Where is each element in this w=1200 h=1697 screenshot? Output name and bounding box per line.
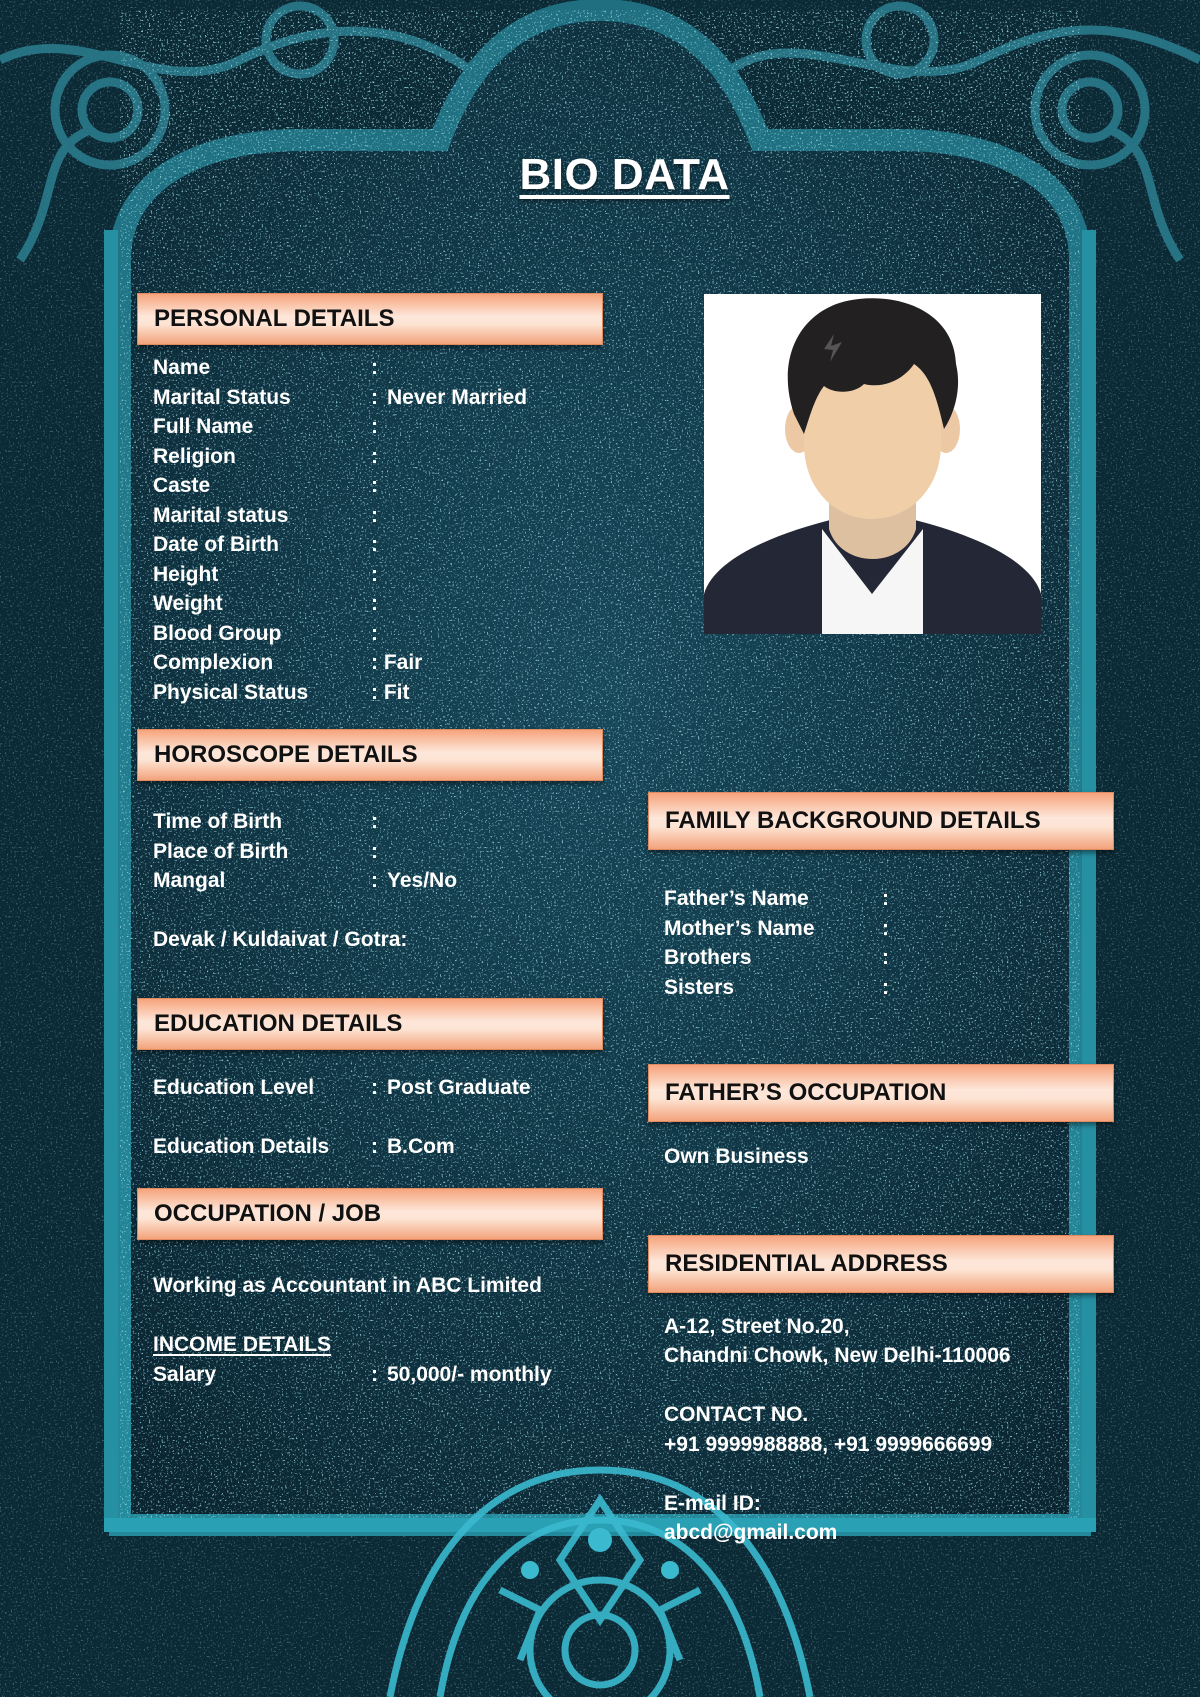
detail-colon: : [371, 503, 378, 527]
detail-label: Salary [153, 1363, 217, 1386]
detail-value: 50,000/- monthly [387, 1363, 552, 1386]
education-details-header: EDUCATION DETAILS [137, 998, 603, 1050]
detail-colon: : [371, 839, 378, 863]
detail-colon: : [371, 444, 378, 468]
detail-label: Height [153, 562, 219, 586]
detail-label: Mother’s Name [664, 916, 815, 940]
detail-value: Never Married [387, 385, 528, 409]
detail-label: Father’s Name [664, 887, 809, 910]
detail-label: Blood Group [153, 621, 282, 645]
address-line-1: A-12, Street No.20, [664, 1315, 850, 1338]
detail-label: Date of Birth [153, 533, 279, 556]
detail-row [664, 973, 898, 1003]
detail-row [153, 807, 457, 837]
detail-row [153, 501, 527, 531]
contact-label: CONTACT NO. [664, 1403, 809, 1426]
detail-colon: : [882, 916, 889, 940]
detail-colon-value: : Fit [371, 680, 410, 704]
address-line-2: Chandni Chowk, New Delhi-110006 [664, 1344, 1011, 1367]
detail-row [153, 1132, 531, 1162]
gotra-label: Devak / Kuldaivat / Gotra: [153, 928, 408, 951]
detail-colon: : [882, 887, 889, 910]
personal-details-list [153, 353, 527, 707]
detail-label: Physical Status [153, 680, 309, 704]
detail-colon: : [371, 415, 378, 438]
detail-label: Complexion [153, 651, 274, 674]
fathers-occupation-header: FATHER’S OCCUPATION [648, 1064, 1114, 1122]
occupation-header: OCCUPATION / JOB [137, 1188, 603, 1240]
detail-row [153, 530, 527, 560]
detail-row [664, 914, 898, 944]
detail-label: Marital status [153, 503, 289, 527]
detail-label: Religion [153, 444, 236, 468]
detail-label: Sisters [664, 975, 735, 999]
detail-colon-value: : Fair [371, 651, 423, 674]
detail-label: Weight [153, 592, 223, 615]
detail-colon: : [371, 621, 378, 645]
detail-colon: : [371, 810, 378, 833]
detail-row [153, 1073, 531, 1103]
income-details-heading: INCOME DETAILS [153, 1333, 332, 1356]
income-details-list [153, 1360, 552, 1390]
detail-row [153, 442, 527, 472]
email-value: abcd@gmail.com [664, 1521, 838, 1544]
detail-colon: : [371, 869, 378, 892]
detail-colon: : [371, 474, 378, 497]
detail-row [664, 884, 898, 914]
detail-label: Brothers [664, 946, 752, 969]
detail-label: Caste [153, 474, 211, 497]
detail-row [664, 943, 898, 973]
detail-label: Mangal [153, 869, 226, 892]
detail-row [153, 383, 527, 413]
detail-colon: : [371, 562, 378, 586]
detail-colon: : [882, 975, 889, 999]
email-label: E-mail ID: [664, 1492, 761, 1515]
detail-colon: : [371, 592, 378, 615]
detail-row [153, 560, 527, 590]
detail-colon: : [371, 356, 378, 379]
detail-label: Time of Birth [153, 810, 283, 833]
contact-value: +91 9999988888, +91 9999666699 [664, 1433, 993, 1456]
detail-label: Place of Birth [153, 839, 289, 863]
detail-label: Name [153, 356, 211, 379]
page-title: BIO DATA [519, 150, 730, 199]
detail-colon: : [371, 1363, 378, 1386]
fathers-occupation-text: Own Business [664, 1145, 809, 1168]
detail-label: Marital Status [153, 385, 291, 409]
detail-colon: : [371, 1076, 378, 1099]
detail-row [153, 648, 527, 678]
detail-row [153, 589, 527, 619]
detail-value: Post Graduate [387, 1076, 531, 1099]
family-details-list [664, 884, 898, 1002]
occupation-text: Working as Accountant in ABC Limited [153, 1274, 542, 1297]
avatar-icon [704, 294, 1041, 634]
detail-value: Yes/No [387, 869, 458, 892]
education-details-list [153, 1073, 531, 1162]
detail-label: Education Details [153, 1135, 330, 1158]
detail-row [153, 412, 527, 442]
detail-colon: : [371, 533, 378, 556]
detail-row [153, 837, 457, 867]
residential-address-header: RESIDENTIAL ADDRESS [648, 1235, 1114, 1293]
detail-label: Education Level [153, 1076, 315, 1099]
profile-photo [704, 294, 1041, 634]
personal-details-header: PERSONAL DETAILS [137, 293, 603, 345]
detail-row [153, 1360, 552, 1390]
detail-row [153, 619, 527, 649]
horoscope-details-header: HOROSCOPE DETAILS [137, 729, 603, 781]
detail-label: Full Name [153, 415, 254, 438]
detail-colon: : [371, 1135, 378, 1158]
detail-row [153, 353, 527, 383]
detail-row [153, 678, 527, 708]
family-background-header: FAMILY BACKGROUND DETAILS [648, 792, 1114, 850]
detail-row [153, 471, 527, 501]
detail-value: B.Com [387, 1135, 455, 1158]
horoscope-details-list [153, 807, 457, 896]
detail-colon: : [371, 385, 378, 409]
detail-row [153, 866, 457, 896]
detail-colon: : [882, 946, 889, 969]
